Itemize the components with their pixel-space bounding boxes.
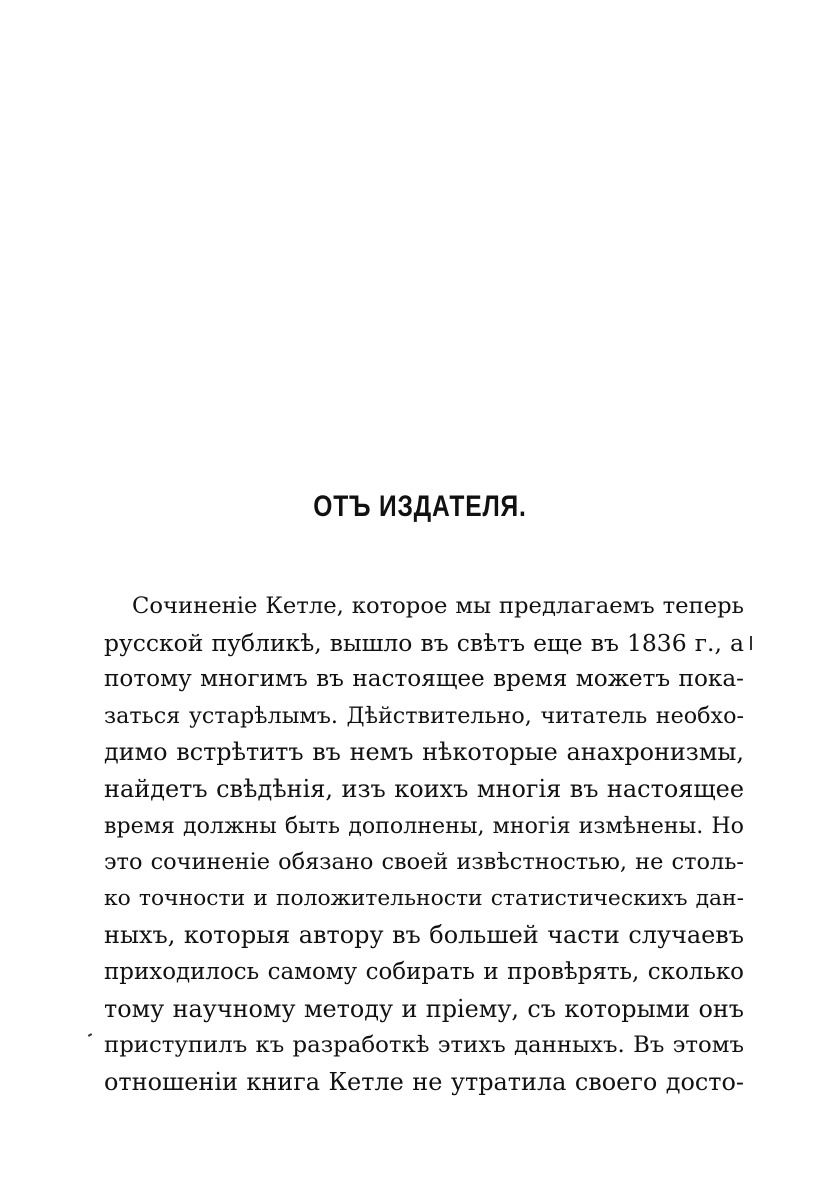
scan-speck-mark [88, 1033, 92, 1037]
text-line: русской публикѣ, вышло въ свѣтъ еще въ 1836 г., а [104, 628, 744, 657]
text-line: потому многимъ въ настоящее время можетъ пока- [104, 666, 744, 693]
text-line: приступилъ къ разработкѣ этихъ данныхъ. Въ этомъ [104, 1032, 744, 1059]
page-title: ОТЪ ИЗДАТЕЛЯ. [313, 490, 527, 523]
text-line: димо встрѣтитъ въ немъ нѣкоторые анахронизмы, [104, 738, 744, 767]
text-line: время должны быть дополнены, многія измѣнены. Но [104, 812, 744, 839]
body-paragraph [104, 588, 744, 1100]
text-line: приходилось самому собирать и провѣрять, сколько [104, 958, 744, 985]
text-line: это сочиненіе обязано своей извѣстностью, не столь- [104, 849, 744, 876]
text-line: ко точности и положительности статистическихъ дан- [104, 885, 744, 911]
text-line: тому научному методу и пріему, съ которыми онъ [104, 994, 744, 1023]
text-line: ныхъ, которыя автору въ большей части случаевъ [104, 921, 744, 950]
scan-speck-mark [750, 636, 752, 650]
text-line: заться устарѣлымъ. Дѣйствительно, читатель необхо- [104, 702, 744, 729]
text-line: найдетъ свѣдѣнія, изъ коихъ многія въ настоящее [104, 774, 744, 803]
text-line: отношеніи книга Кетле не утратила своего досто- [104, 1067, 744, 1096]
text-line: Сочиненіе Кетле, которое мы предлагаемъ теперь [132, 593, 744, 619]
